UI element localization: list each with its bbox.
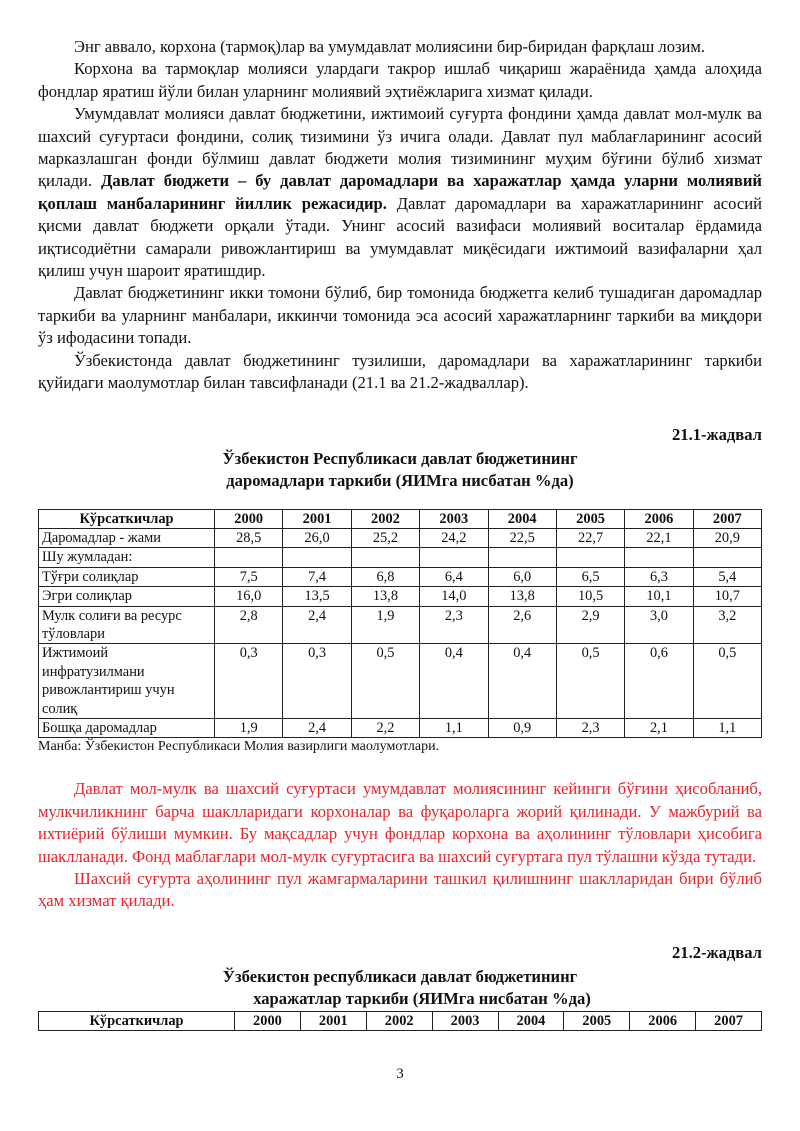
table-row xyxy=(39,606,762,644)
value-cell xyxy=(215,548,283,567)
value-cell: 26,0 xyxy=(283,528,351,547)
value-cell: 24,2 xyxy=(420,528,488,547)
value-cell xyxy=(556,548,624,567)
table-2-caption-line-2: харажатлар таркиби (ЯИМга нисбатан %да) xyxy=(253,988,591,1008)
row-label-cell: Эгри солиқлар xyxy=(39,587,215,606)
year-column-header: 2006 xyxy=(630,1011,696,1030)
table-row xyxy=(39,548,762,567)
value-cell: 0,4 xyxy=(420,644,488,719)
table-row xyxy=(39,718,762,737)
row-label-cell: Тўғри солиқлар xyxy=(39,567,215,586)
year-column-header: 2002 xyxy=(366,1011,432,1030)
year-column-header: 2005 xyxy=(556,509,624,528)
year-column-header: 2006 xyxy=(625,509,693,528)
value-cell: 0,6 xyxy=(625,644,693,719)
value-cell: 7,5 xyxy=(215,567,283,586)
indicator-column-header: Кўрсаткичлар xyxy=(39,509,215,528)
value-cell xyxy=(283,548,351,567)
value-cell: 10,5 xyxy=(556,587,624,606)
value-cell: 14,0 xyxy=(420,587,488,606)
year-column-header: 2000 xyxy=(215,509,283,528)
value-cell: 2,1 xyxy=(625,718,693,737)
expenditure-table xyxy=(38,1011,762,1031)
year-column-header: 2001 xyxy=(300,1011,366,1030)
paragraph-4: Давлат бюджетининг икки томони бўлиб, бир томонида бюджетга келиб тушадиган даромадлар таркиби ва уларнинг манбалари, иккинчи томонида эса асосий харажатларнинг таркиби ва миқдори ўз ифодасини топади. xyxy=(38,283,762,348)
paragraph-5: Ўзбекистонда давлат бюджетининг тузилиши, даромадлари ва харажатларининг таркиби қуйидаги маолумотлар билан тавсифланади (21.1 ва 21.2-жадваллар). xyxy=(38,350,762,393)
value-cell: 20,9 xyxy=(693,528,761,547)
table-row xyxy=(39,644,762,719)
table-2-caption-line-1: Ўзбекистон республикаси давлат бюджетининг xyxy=(222,966,578,986)
paragraph-1: Энг аввало, корхона (тармоқ)лар ва умумдавлат молиясини бир-биридан фарқлаш лозим. xyxy=(74,37,706,56)
value-cell: 10,1 xyxy=(625,587,693,606)
value-cell: 3,2 xyxy=(693,606,761,644)
revenue-table xyxy=(38,509,762,739)
value-cell xyxy=(351,548,419,567)
value-cell xyxy=(420,548,488,567)
value-cell: 28,5 xyxy=(215,528,283,547)
value-cell: 6,5 xyxy=(556,567,624,586)
row-label-cell: Шу жумладан: xyxy=(39,548,215,567)
value-cell: 2,6 xyxy=(488,606,556,644)
value-cell: 2,3 xyxy=(556,718,624,737)
value-cell: 13,8 xyxy=(351,587,419,606)
value-cell: 22,5 xyxy=(488,528,556,547)
row-label-cell: Мулк солиғи ва ресурс тўловлари xyxy=(39,606,215,644)
year-column-header: 2005 xyxy=(564,1011,630,1030)
value-cell: 7,4 xyxy=(283,567,351,586)
row-label-cell: Даромадлар - жами xyxy=(39,528,215,547)
value-cell: 2,2 xyxy=(351,718,419,737)
value-cell: 1,1 xyxy=(420,718,488,737)
paragraph-personal-insurance: Шахсий суғурта аҳолининг пул жамғармаларини ташкил қилишнинг шаклларидан бири бўлиб ҳам хизмат қилади. xyxy=(38,869,762,911)
budget-definition: Давлат бюджети – бу давлат даромадлари ва харажатлар ҳамда уларни молиявий қоплаш манбаларининг йиллик режасидир. xyxy=(38,171,762,213)
value-cell: 1,9 xyxy=(215,718,283,737)
year-column-header: 2000 xyxy=(235,1011,301,1030)
value-cell: 22,1 xyxy=(625,528,693,547)
document-page xyxy=(38,36,762,1031)
value-cell: 0,9 xyxy=(488,718,556,737)
value-cell: 2,9 xyxy=(556,606,624,644)
value-cell: 2,4 xyxy=(283,718,351,737)
value-cell: 2,8 xyxy=(215,606,283,644)
table-row xyxy=(39,528,762,547)
year-column-header: 2007 xyxy=(696,1011,762,1030)
value-cell xyxy=(625,548,693,567)
table-header-row xyxy=(39,1011,762,1030)
value-cell: 1,9 xyxy=(351,606,419,644)
paragraph-3 xyxy=(38,103,762,282)
value-cell: 22,7 xyxy=(556,528,624,547)
table-1-label: 21.1-жадвал xyxy=(671,424,762,444)
table-1-caption-line-2: даромадлари таркиби (ЯИМга нисбатан %да) xyxy=(226,470,574,490)
value-cell: 2,4 xyxy=(283,606,351,644)
table-1-source: Манба: Ўзбекистон Республикаси Молия вазирлиги маолумотлари. xyxy=(38,739,440,755)
value-cell: 0,4 xyxy=(488,644,556,719)
value-cell: 1,1 xyxy=(693,718,761,737)
value-cell: 6,0 xyxy=(488,567,556,586)
value-cell: 13,8 xyxy=(488,587,556,606)
value-cell: 10,7 xyxy=(693,587,761,606)
value-cell: 6,4 xyxy=(420,567,488,586)
value-cell: 2,3 xyxy=(420,606,488,644)
paragraph-insurance: Давлат мол-мулк ва шахсий суғуртаси умумдавлат молиясининг кейинги бўғини ҳисобланиб, мулкчиликнинг барча шаклларидаги корхоналар ва фуқароларга жорий қилинади. У мажбурий ва ихтиёрий бўлиши мумкин. Бу мақсадлар учун фондлар корхона ва аҳолининг тўловлари ҳисобига шаклланади. Фонд маблағлари мол-мулк суғуртасига ва шахсий суғуртага пул тўлашни кўзда тутади. xyxy=(38,779,762,866)
value-cell: 25,2 xyxy=(351,528,419,547)
value-cell: 0,5 xyxy=(693,644,761,719)
row-label-cell: Бошқа даромадлар xyxy=(39,718,215,737)
value-cell xyxy=(693,548,761,567)
page-number: 3 xyxy=(396,1066,404,1082)
value-cell: 13,5 xyxy=(283,587,351,606)
table-row xyxy=(39,567,762,586)
year-column-header: 2004 xyxy=(488,509,556,528)
value-cell: 5,4 xyxy=(693,567,761,586)
value-cell xyxy=(488,548,556,567)
table-1-caption-line-1: Ўзбекистон Республикаси давлат бюджетининг xyxy=(222,448,578,468)
year-column-header: 2001 xyxy=(283,509,351,528)
year-column-header: 2003 xyxy=(432,1011,498,1030)
paragraph-2: Корхона ва тармоқлар молияси улардаги такрор ишлаб чиқариш жараёнида ҳамда алоҳида фондлар яратиш йўли билан уларнинг молиявий эҳтиёжларига хизмат қилади. xyxy=(38,59,762,101)
table-2-label: 21.2-жадвал xyxy=(671,942,762,962)
table-row xyxy=(39,587,762,606)
value-cell: 0,5 xyxy=(556,644,624,719)
indicator-column-header: Кўрсаткичлар xyxy=(39,1011,235,1030)
value-cell: 16,0 xyxy=(215,587,283,606)
year-column-header: 2004 xyxy=(498,1011,564,1030)
year-column-header: 2003 xyxy=(420,509,488,528)
value-cell: 6,8 xyxy=(351,567,419,586)
year-column-header: 2007 xyxy=(693,509,761,528)
paragraph-3-text-before: Умумдавлат молияси давлат бюджетини, ижтимоий суғурта фондини ҳамда давлат мол-мулк ва шахсий суғуртаси фондини, солиқ тизимини ўз ичига олади. Давлат пул маблағларининг асосий марказлашган фонди бўлмиш давлат бюджети молия тизимининг муҳим бўғини бўлиб хизмат қилади. xyxy=(38,104,762,191)
value-cell: 0,5 xyxy=(351,644,419,719)
value-cell: 0,3 xyxy=(283,644,351,719)
value-cell: 0,3 xyxy=(215,644,283,719)
row-label-cell: Ижтимоий инфратузилмани ривожлантириш учун солиқ xyxy=(39,644,215,719)
value-cell: 6,3 xyxy=(625,567,693,586)
paragraph-3-text-after: Давлат даромадлари ва харажатларининг асосий қисми давлат бюджети орқали ўтади. Унинг асосий вазифаси молиявий воситалар ёрдамида иқтисодиётни самарали ривожлантириш ва умумдавлат миқёсидаги ижтимоий вазифаларни ҳал қилиш учун шароит яратишдир. xyxy=(38,193,762,281)
year-column-header: 2002 xyxy=(351,509,419,528)
table-header-row xyxy=(39,509,762,528)
value-cell: 3,0 xyxy=(625,606,693,644)
